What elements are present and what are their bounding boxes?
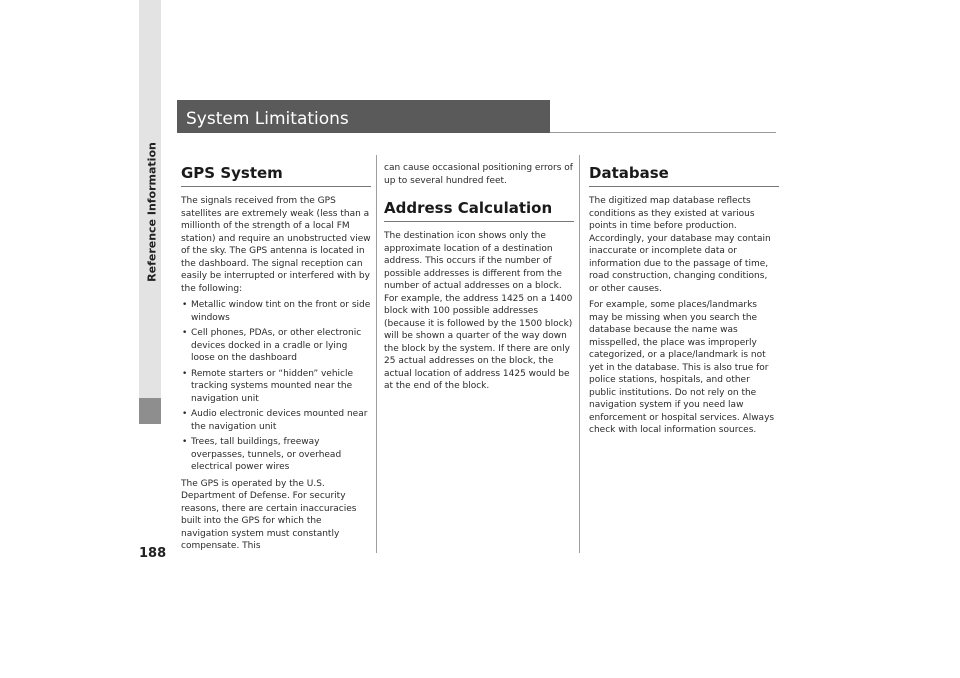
list-item: • Remote starters or “hidden” vehicle tracking systems mounted near the navigation unit (182, 368, 354, 404)
column-divider (376, 155, 377, 553)
column-right (589, 162, 779, 441)
list-item: • Metallic window tint on the front or side windows (182, 300, 371, 323)
list-item: • Audio electronic devices mounted near the navigation unit (182, 409, 368, 432)
bullet-icon: • (182, 300, 188, 310)
address-body: The destination icon shows only the approximate location of a destination address. This occurs if the number of possible addresses is different from the number of actual addresses on a block. For example, the address 1425 on a 1400 block with 100 possible addresses (because it is followed by the 1500 block) will be shown a quarter of the way down the block by the system. If there are only 25 actual addresses on the block, the actual location of address 1425 would be at the end of the block. (384, 231, 573, 391)
page-title: System Limitations (177, 100, 550, 133)
title-rule (550, 132, 776, 133)
address-heading: Address Calculation (384, 199, 574, 222)
gps-intro: The signals received from the GPS satellites are extremely weak (less than a millionth of the strength of a local FM station) and require an unobstructed view of the sky. The GPS antenna is located in the dashboard. The signal reception can easily be interrupted or interfered with by the following: (181, 196, 371, 294)
column-left (181, 162, 371, 557)
database-heading: Database (589, 164, 779, 187)
bullet-icon: • (182, 409, 188, 419)
bullet-icon: • (182, 368, 188, 379)
section-side-tab (139, 398, 161, 424)
gps-closing: The GPS is operated by the U.S. Department of Defense. For security reasons, there are certain inaccuracies built into the GPS for which the navigation system must constantly compensate. This (181, 478, 357, 551)
database-para-2: For example, some places/landmarks may be missing when you search the database because the name was misspelled, the place was improperly categorized, or a place/landmark is not yet in the database. This is also true for police stations, hospitals, and other public institutions. Do not rely on the navigation system if you need law enforcement or hospital services. Always check with local information sources. (589, 300, 775, 435)
page-number: 188 (139, 546, 167, 561)
column-divider (579, 155, 580, 553)
section-label: Reference Information (145, 142, 159, 282)
list-item: • Cell phones, PDAs, or other electronic devices docked in a cradle or lying loose on the dashboard (182, 328, 362, 363)
column-middle (384, 162, 574, 397)
database-para-1: The digitized map database reflects conditions as they existed at various points in time before production. Accordingly, your database may contain inaccurate or incomplete data or information due to the passage of time, road construction, changing conditions, or other causes. (589, 196, 771, 294)
gps-heading: GPS System (181, 164, 371, 187)
interference-list (181, 299, 371, 474)
gps-continued: can cause occasional positioning errors of up to several hundred feet. (384, 163, 573, 186)
bullet-icon: • (182, 437, 188, 447)
bullet-icon: • (182, 328, 188, 338)
list-item: • Trees, tall buildings, freeway overpasses, tunnels, or overhead electrical power wires (182, 437, 342, 472)
